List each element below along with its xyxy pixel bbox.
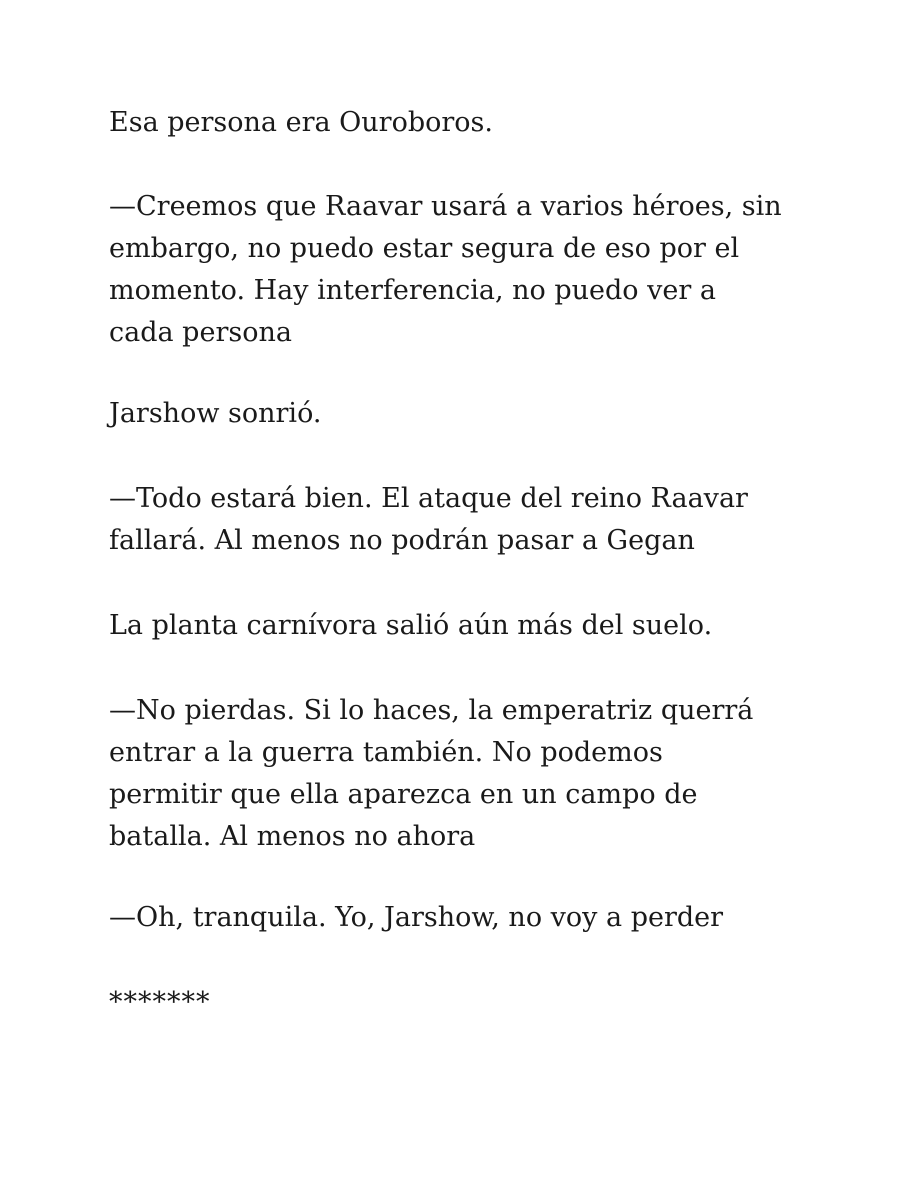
text-line: La planta carnívora salió aún más del suelo. [109,610,713,641]
paragraph [109,605,809,647]
text-line: cada persona [109,317,292,348]
text-line: —No pierdas. Si lo haces, la emperatriz querrá [109,695,754,726]
text-line: ******* [109,987,211,1018]
text-line: permitir que ella aparezca en un campo de [109,779,698,810]
text-line: fallará. Al menos no podrán pasar a Gegan [109,525,695,556]
text-line: Jarshow sonrió. [109,398,322,429]
text-line: Esa persona era Ouroboros. [109,107,493,138]
text-line: —Creemos que Raavar usará a varios héroes, sin [109,191,782,222]
text-line: momento. Hay interferencia, no puedo ver a [109,275,716,306]
paragraph [109,478,809,562]
paragraph [109,897,809,939]
paragraph [109,102,809,144]
paragraph [109,186,809,354]
text-line: —Oh, tranquila. Yo, Jarshow, no voy a perder [109,902,724,933]
paragraph [109,393,809,435]
text-line: batalla. Al menos no ahora [109,821,476,852]
text-line: —Todo estará bien. El ataque del reino Raavar [109,483,748,514]
section-break [109,982,809,1024]
text-line: embargo, no puedo estar segura de eso por el [109,233,740,264]
paragraph [109,690,809,858]
text-line: entrar a la guerra también. No podemos [109,737,663,768]
